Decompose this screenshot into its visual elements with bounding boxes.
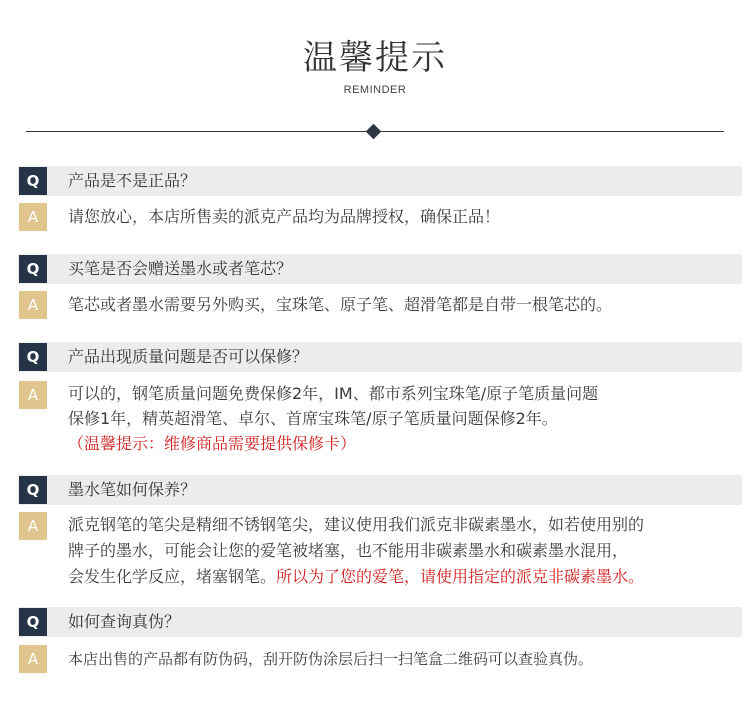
question-row xyxy=(18,254,742,284)
answer-text: 本店出售的产品都有防伪码，刮开防伪涂层后扫一扫笔盒二维码可以查验真伪。 xyxy=(68,650,594,668)
a-badge: A xyxy=(19,645,47,673)
q-badge: Q xyxy=(19,167,47,195)
a-badge: A xyxy=(19,203,47,231)
answer-line-plain: 会发生化学反应，堵塞钢笔。 xyxy=(68,567,277,586)
q-badge: Q xyxy=(19,343,47,371)
question-text: 产品是不是正品？ xyxy=(68,171,197,190)
page-subtitle: REMINDER xyxy=(343,84,407,96)
q-badge: Q xyxy=(19,255,47,283)
page-title: 温馨提示 xyxy=(303,38,447,78)
answer-line: 派克钢笔的笔尖是精细不锈钢笔尖，建议使用我们派克非碳素墨水，如若使用别的 xyxy=(68,515,645,534)
question-row xyxy=(18,166,742,196)
q-badge: Q xyxy=(19,608,47,636)
answer-line: 牌子的墨水，可能会让您的爱笔被堵塞，也不能用非碳素墨水和碳素墨水混用， xyxy=(68,541,629,560)
question-text: 如何查询真伪？ xyxy=(68,612,181,631)
answer-line: 保修1年，精英超滑笔、卓尔、首席宝珠笔/原子笔质量问题保修2年。 xyxy=(68,409,558,428)
answer-text: 请您放心，本店所售卖的派克产品均为品牌授权，确保正品！ xyxy=(68,207,501,226)
question-row xyxy=(18,475,742,505)
q-badge: Q xyxy=(19,476,47,504)
answer-text: 笔芯或者墨水需要另外购买，宝珠笔、原子笔、超滑笔都是自带一根笔芯的。 xyxy=(68,295,613,314)
answer-line: 可以的，钢笔质量问题免费保修2年，IM、都市系列宝珠笔/原子笔质量问题 xyxy=(68,384,599,403)
question-row xyxy=(18,342,742,372)
answer-line xyxy=(68,565,644,589)
question-row xyxy=(18,607,742,637)
question-text: 墨水笔如何保养？ xyxy=(68,480,197,499)
ink-advice-note: 所以为了您的爱笔，请使用指定的派克非碳素墨水。 xyxy=(276,567,645,586)
question-text: 产品出现质量问题是否可以保修？ xyxy=(68,347,309,366)
a-badge: A xyxy=(19,512,47,540)
a-badge: A xyxy=(19,291,47,319)
a-badge: A xyxy=(19,381,47,409)
divider-diamond-icon xyxy=(366,124,382,140)
warranty-card-note: （温馨提示：维修商品需要提供保修卡） xyxy=(68,434,357,453)
question-text: 买笔是否会赠送墨水或者笔芯？ xyxy=(68,259,293,278)
